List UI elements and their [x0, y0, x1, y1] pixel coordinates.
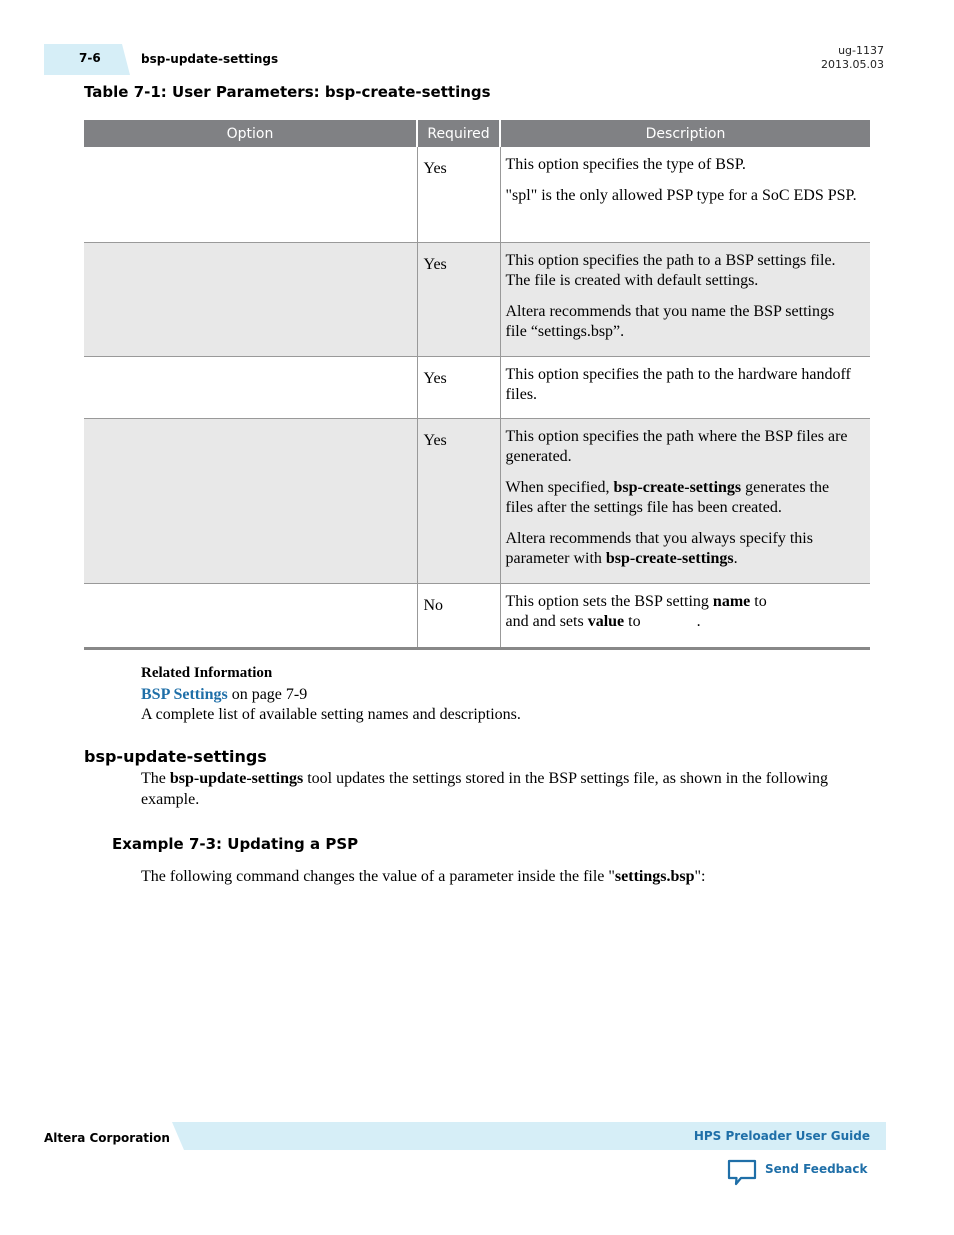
related-link-line — [141, 686, 307, 704]
description-text: When specified, bsp-create-settings generates the files after the settings file has been created. — [505, 478, 830, 516]
description-text: Altera recommends that you always specify this parameter with bsp-create-settings. — [505, 529, 813, 567]
section-body: The bsp-update-settings tool updates the settings stored in the BSP settings file, as shown in the following example. — [141, 770, 828, 808]
footer-company: Altera Corporation — [44, 1131, 170, 1145]
section-heading: bsp-update-settings — [84, 747, 267, 766]
table-header-row — [84, 120, 870, 147]
column-header-option: Option — [84, 120, 417, 147]
description-cell — [500, 242, 870, 356]
header-section-title: bsp-update-settings — [141, 52, 279, 66]
example-title: Example 7-3: Updating a PSP — [112, 835, 359, 853]
required-cell: Yes — [417, 356, 500, 418]
header-doc-info — [821, 44, 884, 72]
description-cell — [500, 356, 870, 418]
description-text: This option specifies the path to a BSP settings file. The file is created with default settings. — [505, 251, 836, 289]
option-cell — [84, 418, 417, 583]
column-header-required: Required — [417, 120, 500, 147]
footer-guide-title[interactable]: HPS Preloader User Guide — [693, 1129, 870, 1143]
description-text: This option sets the BSP setting name to and and sets value to . — [505, 592, 767, 630]
description-text: Altera recommends that you name the BSP settings file “settings.bsp”. — [505, 302, 835, 340]
table-row — [84, 242, 870, 356]
description-text: This option specifies the type of BSP. — [505, 156, 746, 173]
send-feedback-link[interactable]: Send Feedback — [765, 1162, 868, 1176]
table-title: Table 7-1: User Parameters: bsp-create-settings — [84, 83, 491, 101]
description-text: This option specifies the path where the BSP files are generated. — [505, 427, 848, 465]
doc-id: ug-1137 — [838, 44, 884, 57]
description-cell — [500, 147, 870, 242]
bsp-settings-link[interactable]: BSP Settings — [141, 686, 228, 703]
required-cell: Yes — [417, 147, 500, 242]
table-row — [84, 356, 870, 418]
required-cell: Yes — [417, 242, 500, 356]
parameters-table — [84, 120, 870, 650]
option-cell — [84, 356, 417, 418]
table-row — [84, 418, 870, 583]
doc-date: 2013.05.03 — [821, 58, 884, 71]
table-row — [84, 583, 870, 648]
link-page-ref: on page 7-9 — [227, 686, 308, 703]
option-cell — [84, 147, 417, 242]
description-cell — [500, 583, 870, 648]
table-row — [84, 147, 870, 242]
description-cell — [500, 418, 870, 583]
description-text: This option specifies the path to the hardware handoff files. — [505, 365, 851, 403]
required-cell: No — [417, 583, 500, 648]
page-number: 7-6 — [79, 51, 101, 65]
column-header-description: Description — [500, 120, 870, 147]
related-description: A complete list of available setting names and descriptions. — [141, 706, 521, 723]
example-body: The following command changes the value of a parameter inside the file "settings.bsp": — [141, 868, 706, 885]
option-cell — [84, 583, 417, 648]
related-information-heading: Related Information — [141, 665, 273, 681]
speech-bubble-icon[interactable] — [727, 1159, 757, 1187]
required-cell: Yes — [417, 418, 500, 583]
description-text: "spl" is the only allowed PSP type for a SoC EDS PSP. — [505, 186, 857, 204]
option-cell — [84, 242, 417, 356]
